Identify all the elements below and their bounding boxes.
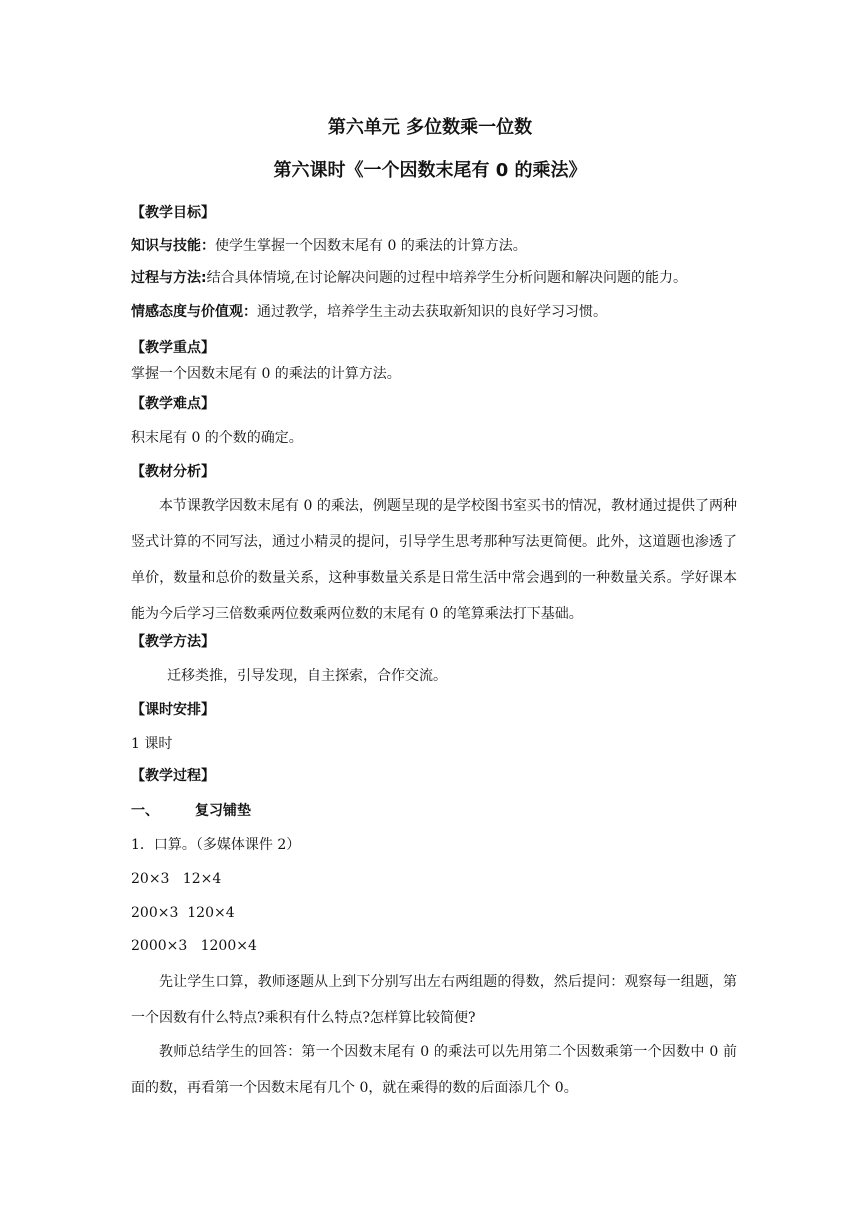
method-heading: 【教学方法】 (131, 634, 215, 650)
method-text: 迁移类推，引导发现，自主探索，合作交流。 (167, 668, 447, 684)
goal-knowledge (131, 236, 527, 256)
teacher-question-paragraph: 先让学生口算，教师逐题从上到下分别写出左右两组题的得数，然后提问：观察每一组题，第一个因数有什么特点?乘积有什么特点?怎样算比较简便? (131, 974, 737, 1026)
difficulty-heading: 【教学难点】 (131, 396, 215, 412)
difficulty-text: 积末尾有 0 的个数的确定。 (131, 430, 303, 446)
unit-title: 第六单元 多位数乘一位数 (327, 117, 533, 138)
lesson-subtitle: 第六课时《一个因数末尾有 0 的乘法》 (273, 160, 587, 181)
calc-row: 20×3 12×4 (131, 871, 222, 887)
section-heading (131, 801, 251, 821)
section-title: 复习铺垫 (195, 803, 251, 819)
focus-heading: 【教学重点】 (131, 340, 215, 356)
goal-knowledge-label: 知识与技能： (131, 238, 215, 254)
goal-attitude (131, 302, 607, 322)
goal-attitude-label: 情感态度与价值观： (131, 304, 257, 320)
calc-row: 200×3 120×4 (131, 905, 235, 921)
goal-process-text: 结合具体情境,在讨论解决问题的过程中培养学生分析问题和解决问题的能力。 (206, 270, 688, 286)
goal-process (131, 268, 687, 288)
teacher-summary-paragraph: 教师总结学生的回答：第一个因数末尾有 0 的乘法可以先用第二个因数乘第一个因数中 0 前面的数，再看第一个因数末尾有几个 0，就在乘得的数的后面添几个 0。 (131, 1044, 737, 1096)
goals-heading: 【教学目标】 (131, 205, 215, 221)
item-oral-calc: 1．口算。（多媒体课件 2） (131, 837, 301, 853)
schedule-heading: 【课时安排】 (131, 702, 215, 718)
goal-knowledge-text: 使学生掌握一个因数末尾有 0 的乘法的计算方法。 (215, 238, 527, 254)
analysis-heading: 【教材分析】 (131, 464, 215, 480)
analysis-paragraph: 本节课教学因数末尾有 0 的乘法，例题呈现的是学校图书室买书的情况，教材通过提供了两种竖式计算的不同写法，通过小精灵的提问，引导学生思考那种写法更简便。此外，这道题也渗透了单价，数量和总价的数量关系，这种事数量关系是日常生活中常会遇到的一种数量关系。学好课本能为今后学习三倍数乘两位数乘两位数的末尾有 0 的笔算乘法打下基础。 (131, 498, 737, 622)
section-number: 一、 (131, 803, 159, 819)
goal-process-label: 过程与方法: (131, 270, 207, 286)
goal-attitude-text: 通过教学，培养学生主动去获取新知识的良好学习习惯。 (257, 304, 607, 320)
calc-row: 2000×3 1200×4 (131, 938, 257, 954)
schedule-text: 1 课时 (131, 736, 173, 752)
focus-text: 掌握一个因数末尾有 0 的乘法的计算方法。 (131, 366, 401, 382)
process-heading: 【教学过程】 (131, 768, 215, 784)
